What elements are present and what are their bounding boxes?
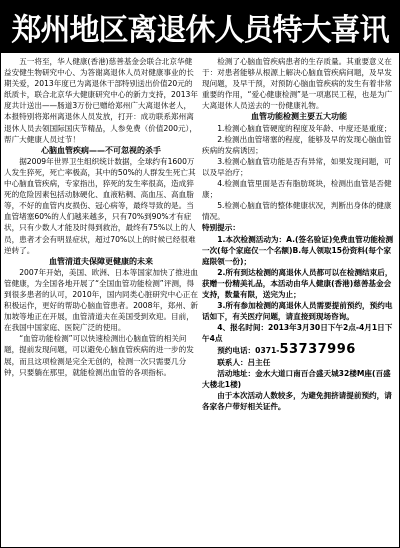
- disease-paragraph: 据2009年世界卫生组织统计数据，全球约有1600万人发生猝死，死亡率极高，其中的50%的人群发生死亡其中心脑血管疾病，专家指出，猝死的发生率很高，造成猝死的危险因素包括动脉硬化、血液粘稠、高血压、高血脂等，不好的血管内皮损伤、冠心病等，最终导致的是。当血管堵塞60%的人们越来越多，只有70%到90%才有症状，只有少数人才能及时得到救治，最终有75%以上的人员，患者才会有明显症状，超过70%以上的时候已经很难逆转了。: [4, 156, 196, 255]
- notice-heading: 特别提示：: [202, 223, 240, 233]
- footer-note: 由于本次活动人数较多，为避免拥挤请提前预约，请各家各户带好相关证件。: [202, 390, 392, 411]
- functions-heading: 血管功能检测主要五大功能: [251, 112, 347, 122]
- right-column: [202, 56, 396, 547]
- function-item-2: 2.检测出血管堵塞的程度，能够及早的发现心脑血管疾病的发病诱因；: [202, 134, 392, 155]
- contact-person: 联系人：吕主任: [217, 357, 271, 367]
- detection-paragraph: “血管功能检测”可以快速检测出心脑血管的相关问题，提前发现问题，可以避免心脑血管疾病的进一步的发展，而且这项检测是完全无创的，检测一次只需要几分钟，只要躺在那里，就能检测出血管的各项指标。: [4, 334, 194, 377]
- event-address: 活动地址：金水大道口南百合盛天城32楼M座(百盛大楼北1楼): [202, 368, 391, 389]
- signup-time: 4、报名时间：2013年3月30日下午2点-4月1日下午4点: [202, 323, 393, 344]
- headline: 郑州地区离退休人员特大喜讯: [11, 13, 389, 48]
- left-column: [4, 56, 198, 547]
- notice-item-2: 2.所有到达检测的离退休人员都可以在检测结束后，获赠一份精美礼品，本活动由华人健康(香港)慈善基金会支持，数量有限，送完为止；: [202, 267, 393, 299]
- article-columns: [1, 53, 399, 547]
- function-item-4: 4.检测血管里面是否有脂肪斑块，检测出血管是否健康；: [202, 179, 392, 200]
- notice-item-3: 3.所有参加检测的离退休人员需要提前预约，预约电话如下，有关医疗问题，请直接到现场咨询。: [202, 301, 393, 322]
- headline-banner: [1, 1, 399, 53]
- intro-paragraph: 五一将至，华人健康(香港)慈善基金会联合北京华健益安健生物研究中心、为答谢离退休人员对健康事业的长期关爱，2013年度已为离退休干部特别送出价值20元的纸质卡，联合北京华大健康研究中心的新力支持，2013年度共计送出——肠道3万份已赠给郑州广大离退休老人，本报特别将郑州离退休人员发放，打开：成功联系郑州离退休人员去领国际国庆节精品，人参免费（价值200元），帮广大健康人员过节！: [4, 57, 198, 144]
- function-item-1: 1.检测心脑血管硬度的程度及年龄、中度还是重度；: [217, 123, 392, 133]
- function-item-3: 3.检测心脑血管功能是否有异常，如果发现问题，可以及早治疗；: [202, 156, 392, 177]
- phone-label: 预约电话：0371-: [217, 346, 280, 356]
- history-paragraph: 2007年开始，美国、欧洲、日本等国家加快了推进血管健康，为全国各地开展了“全国血管功能检测”评测，得到很多患者的认可，2010年，国内同类心脏研究中心正在积极运作，更好的帮助心脑血管患者。2008年，郑州、新加坡等地正在开展，血管清道夫在美国受到欢迎。目前，在我国中国家庭、医院广泛的使用。: [4, 267, 198, 333]
- section-heading-1: 心脑血管疾病——不可忽视的杀手: [41, 145, 161, 155]
- significance-paragraph: 检测了心脑血管疾病患者的生存质量。其重要意义在于：对患者能够从根源上解决心脑血管疾病问题，及早发现问题，及早干预，对预防心脑血管疾病的发生有着非常重要的作用，“爱心健康检测”是一项惠民工程，也是为广大离退休人员送去的一份健康礼物。: [202, 57, 393, 111]
- section-heading-2: 血管清道夫保障更健康的未来: [49, 256, 153, 266]
- phone-number: 53737996: [279, 342, 356, 358]
- function-item-5: 5.检测心脑血管的整体健康状况，判断出身体的健康情况。: [202, 201, 392, 222]
- notice-item-1: 1.本次检测活动为：A.(签名验证)免费血管功能检测一次(每个家庭仅一个名额)B.每人领取15份资料(每个家庭限领一份)；: [202, 234, 394, 266]
- phone-line: [202, 344, 396, 356]
